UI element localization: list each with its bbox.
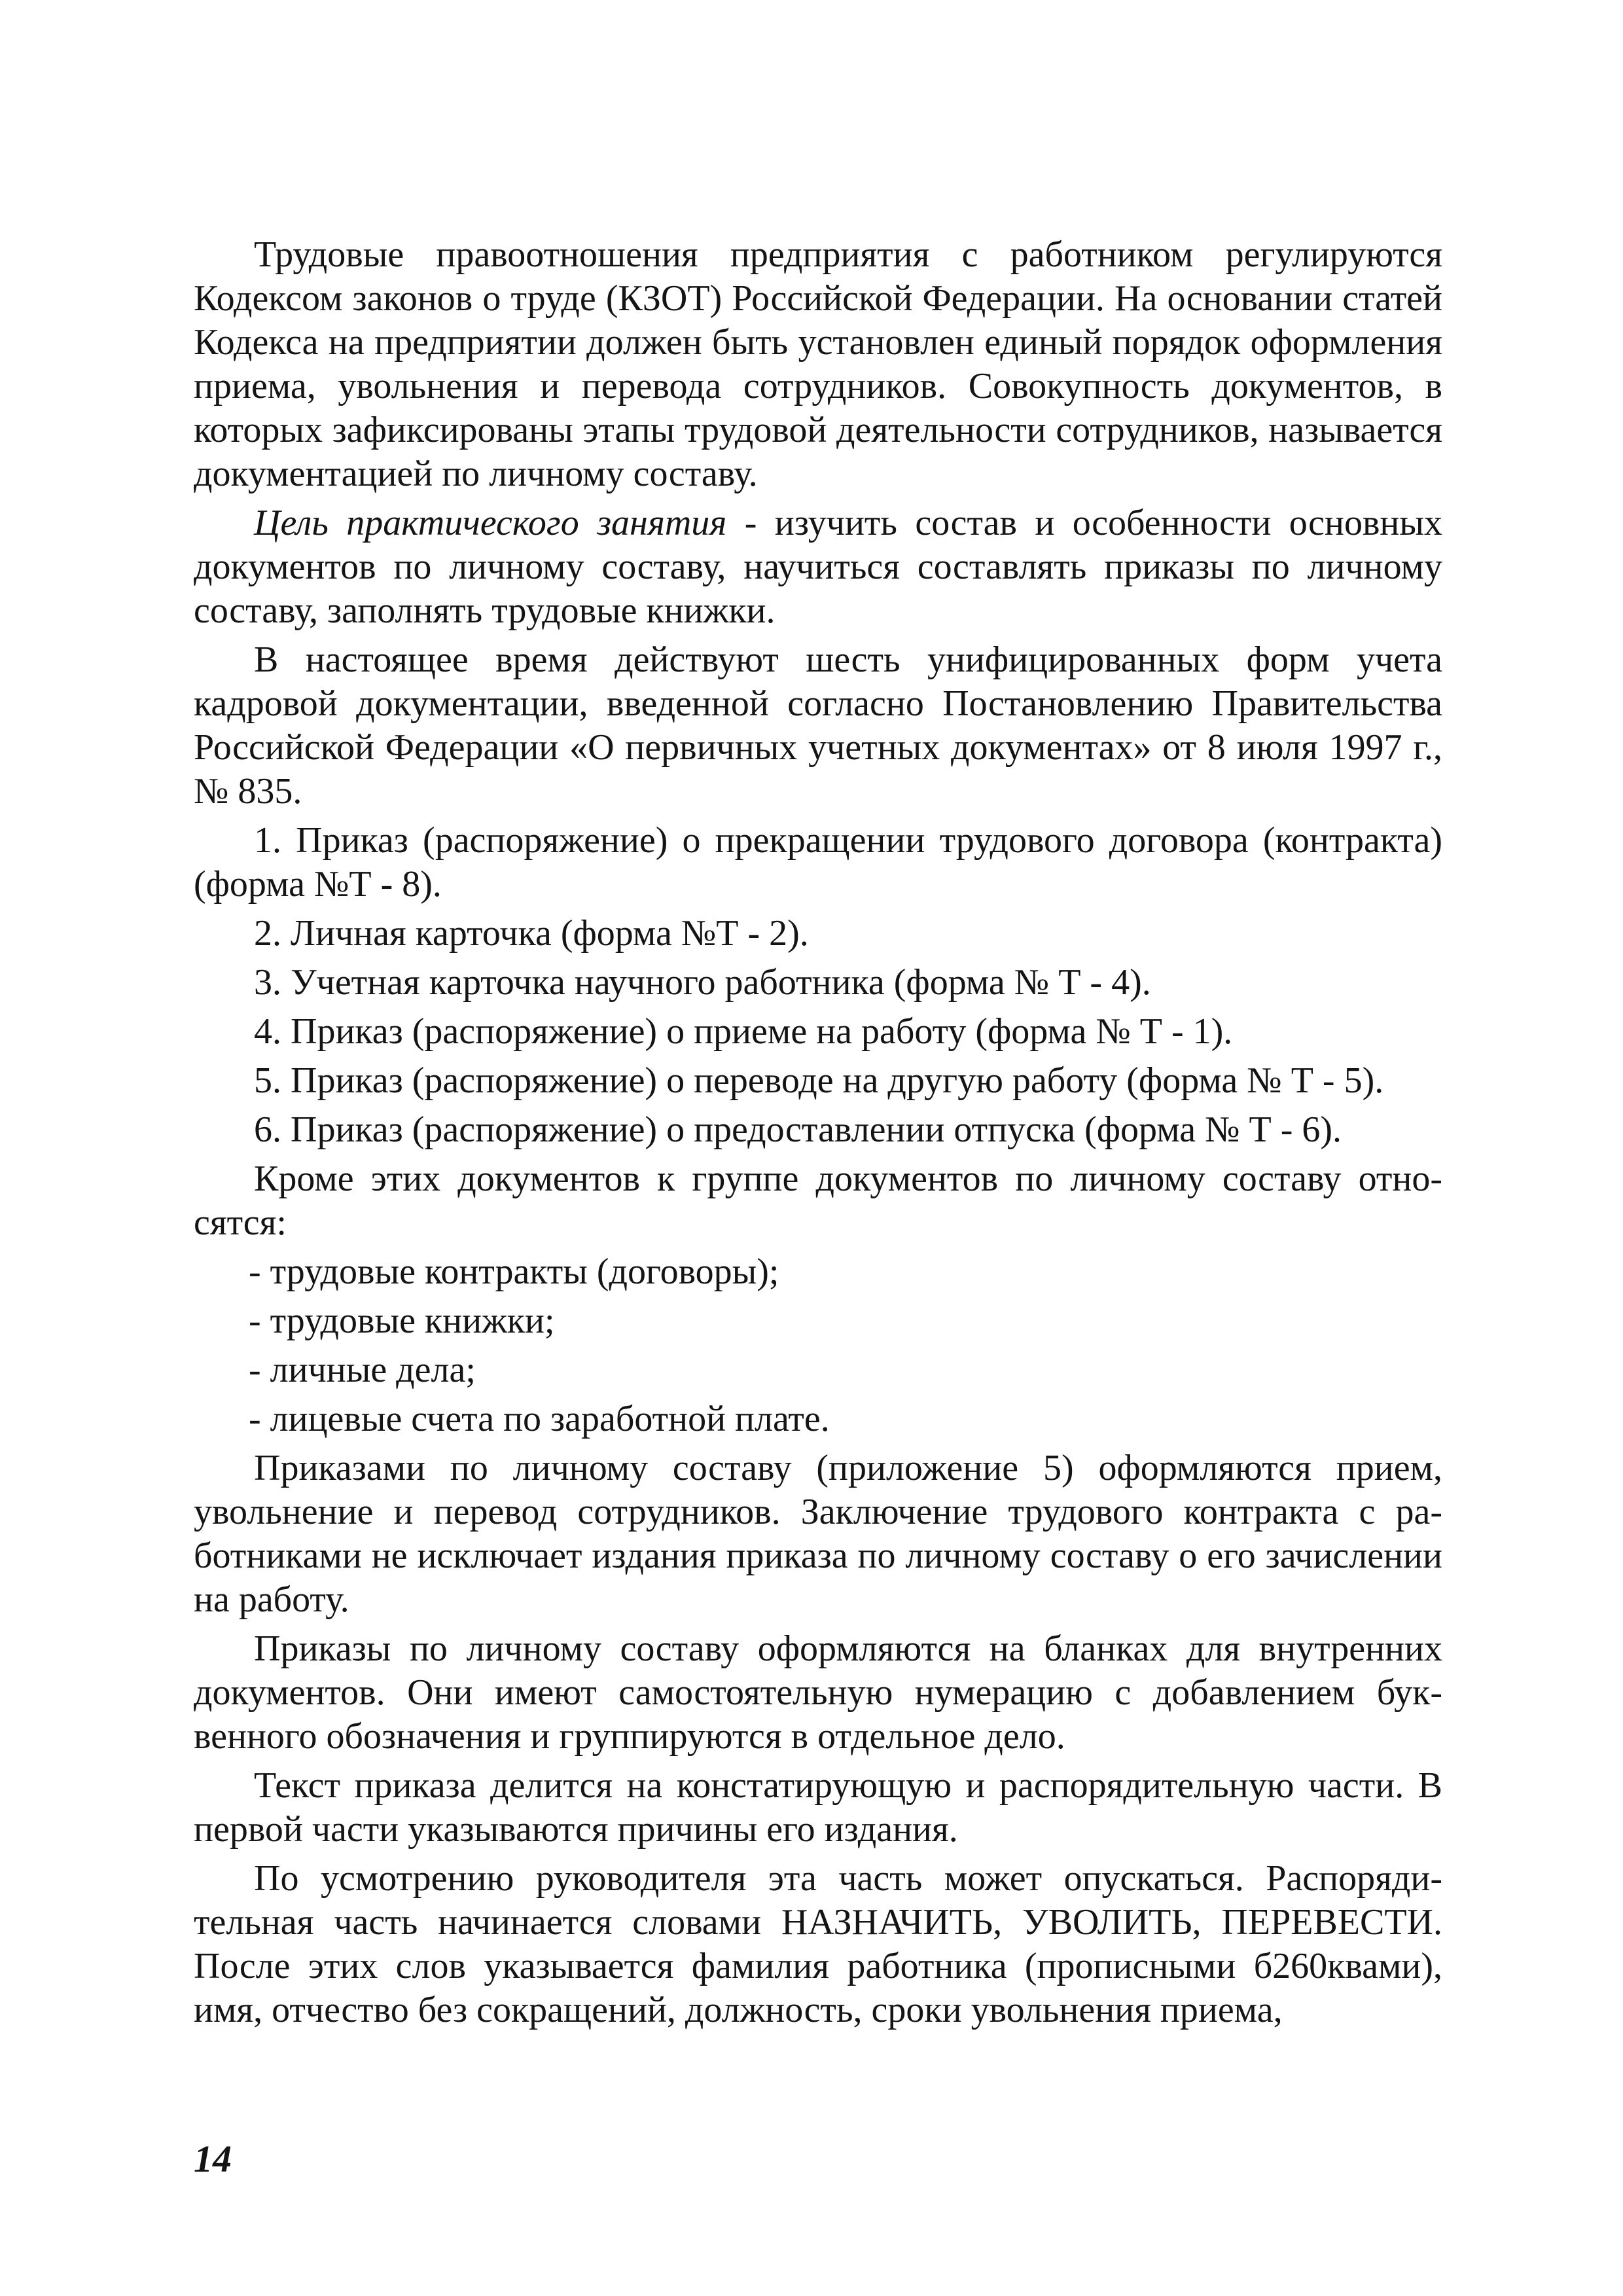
paragraph-order-forms: Приказы по личному составу оформляются на бланках для внутренних документов. Они имеют самостоятельную нумерацию с добавлением буквенного обозначения и группируются в отдельное дело. [194, 1628, 1442, 1757]
paragraph-unified-forms: В настоящее время действуют шесть унифицированных форм учета кадровой документации, введенной согласно Постановлению Правительства Российской Федерации «О первичных учетных документах» от 8 июля 1997 г., № 835. [194, 639, 1442, 812]
lesson-goal-text: - изучить состав и особенности основных документов по личному составу, научиться составлять приказы по личному составу, заполнять трудовые книжки. [194, 503, 1442, 631]
paragraph-order-structure: Текст приказа делится на констатирующую и распорядительную части. В первой части указываются причины его издания. [194, 1765, 1442, 1850]
list-item: 5. Приказ (распоряжение) о переводе на другую работу (форма № Т - 5). [254, 1060, 1384, 1101]
lesson-goal-term: Цель практического занятия [254, 503, 727, 543]
list-item: - личные дела; [249, 1350, 476, 1390]
list-item: - трудовые книжки; [249, 1300, 555, 1341]
list-item: 1. Приказ (распоряжение) о прекращении трудового договора (контракта) (форма №Т - 8). [194, 820, 1442, 905]
list-item: 4. Приказ (распоряжение) о приеме на работу (форма № Т - 1). [254, 1011, 1233, 1052]
list-item: 2. Личная карточка (форма №Т - 2). [254, 913, 809, 954]
list-item: - лицевые счета по заработной плате. [249, 1399, 830, 1439]
list-item: 3. Учетная карточка научного работника (форма № Т - 4). [254, 962, 1151, 1003]
body-text [194, 233, 1442, 2032]
paragraph-labor-relations: Трудовые правоотношения предприятия с работником регулируются Кодексом законов о труде (КЗОТ) Российской Федерации. На основании статей Кодекса на предприятии должен быть установлен единый порядок оформления приема, увольнения и перевода сотрудников. Совокупность документов, в которых зафиксированы этапы трудовой деятельности сотрудников, называется документацией по личному составу. [194, 234, 1442, 494]
paragraph-other-documents: Кроме этих документов к группе документов по личному составу относятся: [194, 1158, 1442, 1243]
page-number: 14 [194, 2138, 232, 2180]
paragraph-order-instructions: По усмотрению руководителя эта часть может опускаться. Распорядительная часть начинается словами НАЗНАЧИТЬ, УВОЛИТЬ, ПЕРЕВЕСТИ. После этих слов указывается фамилия работника (прописными б260квами), имя, отчество без сокращений, должность, сроки увольнения приема, [194, 1858, 1442, 2030]
list-item: 6. Приказ (распоряжение) о предоставлении отпуска (форма № Т - 6). [254, 1109, 1342, 1150]
paragraph-lesson-goal [194, 501, 1442, 633]
paragraph-personnel-orders: Приказами по личному составу (приложение 5) оформляются прием, увольнение и перевод сотрудников. Заключение трудового контракта с работниками не исключает издания приказа по личному составу о его зачислении на работу. [194, 1448, 1442, 1620]
list-item: - трудовые контракты (договоры); [249, 1251, 779, 1292]
